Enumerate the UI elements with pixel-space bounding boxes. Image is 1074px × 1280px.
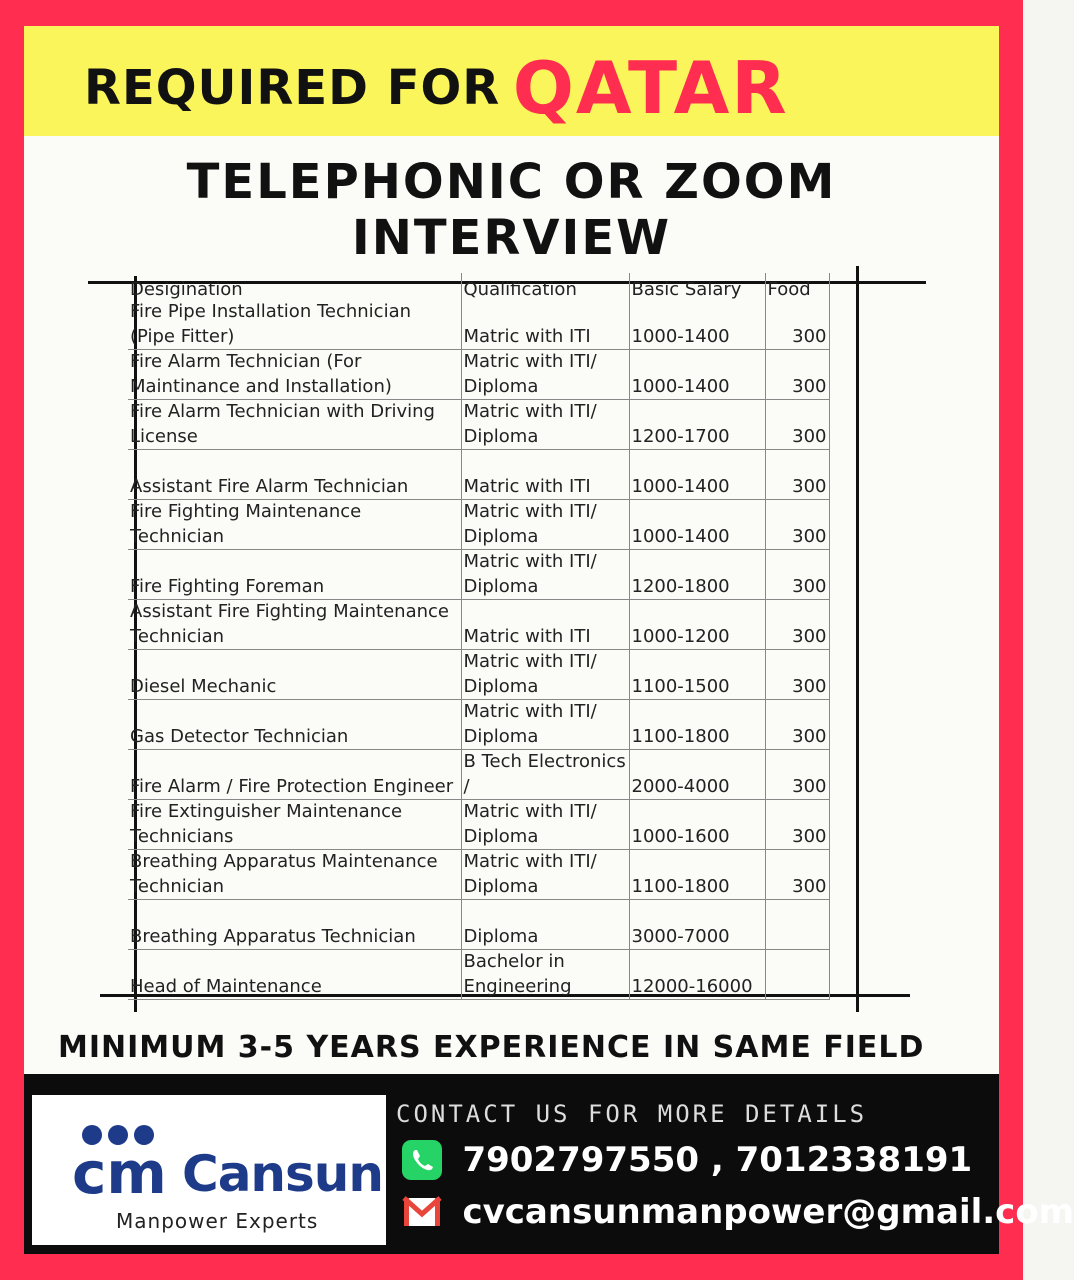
- cell-food: 300: [765, 850, 829, 900]
- phone-contact: [400, 1140, 972, 1180]
- cell-food: 300: [765, 750, 829, 800]
- header-designation: Desigination: [130, 279, 243, 300]
- contact-footer: [24, 1074, 1074, 1254]
- logo-monogram: cm: [72, 1139, 167, 1207]
- table-row: [128, 450, 829, 500]
- phone-numbers[interactable]: 7902797550 , 7012338191: [462, 1140, 973, 1180]
- table-row: [128, 550, 829, 600]
- cell-qualification: Diploma: [461, 900, 629, 950]
- table-row: [128, 350, 829, 400]
- cell-salary: 1000-1400: [629, 300, 765, 350]
- company-logo: [32, 1095, 386, 1245]
- cell-designation: Fire Alarm Technician (For Maintinance and Installation): [128, 350, 461, 400]
- table-row: [128, 750, 829, 800]
- cell-salary: 3000-7000: [629, 900, 765, 950]
- cell-qualification: Bachelor in Engineering: [461, 950, 629, 1000]
- cell-designation: Assistant Fire Alarm Technician: [128, 450, 461, 500]
- cell-designation: Breathing Apparatus Maintenance Technician: [128, 850, 461, 900]
- cell-salary: 2000-4000: [629, 750, 765, 800]
- cell-food: 300: [765, 300, 829, 350]
- poster: [24, 26, 1074, 1254]
- cell-designation: Gas Detector Technician: [128, 700, 461, 750]
- cell-food: 300: [765, 800, 829, 850]
- cell-qualification: Matric with ITI: [461, 300, 629, 350]
- cell-designation: Fire Fighting Foreman: [128, 550, 461, 600]
- mail-icon: [400, 1192, 444, 1232]
- email-contact: [400, 1192, 1074, 1232]
- top-banner: [24, 26, 999, 136]
- cell-food: 300: [765, 500, 829, 550]
- table-header-row: [128, 273, 829, 300]
- cell-qualification: Matric with ITI: [461, 600, 629, 650]
- logo-tagline: Manpower Experts: [116, 1209, 319, 1233]
- cell-salary: 1100-1500: [629, 650, 765, 700]
- cell-food: [765, 950, 829, 1000]
- cell-salary: 1000-1200: [629, 600, 765, 650]
- cell-food: 300: [765, 700, 829, 750]
- cell-salary: 1100-1800: [629, 700, 765, 750]
- cell-designation: Assistant Fire Fighting Maintenance Technician: [128, 600, 461, 650]
- experience-requirement: MINIMUM 3-5 YEARS EXPERIENCE IN SAME FIELD: [58, 1030, 925, 1065]
- table-row: [128, 600, 829, 650]
- cell-designation: Head of Maintenance: [128, 950, 461, 1000]
- cell-designation: Fire Fighting Maintenance Technician: [128, 500, 461, 550]
- cell-designation: Fire Alarm / Fire Protection Engineer: [128, 750, 461, 800]
- cell-salary: 1000-1400: [629, 350, 765, 400]
- cell-qualification: Matric with ITI/ Diploma: [461, 800, 629, 850]
- cell-salary: 1200-1700: [629, 400, 765, 450]
- cell-food: 300: [765, 600, 829, 650]
- cell-qualification: Matric with ITI/ Diploma: [461, 550, 629, 600]
- cell-designation: Breathing Apparatus Technician: [128, 900, 461, 950]
- logo-name: Cansun: [182, 1145, 383, 1203]
- cell-qualification: Matric with ITI: [461, 450, 629, 500]
- header-qualification: Qualification: [461, 273, 629, 300]
- headline-line1: TELEPHONIC OR ZOOM: [186, 154, 837, 210]
- table-right-rule: [856, 266, 859, 1012]
- header-food: Food: [765, 273, 829, 300]
- table-row: [128, 950, 829, 1000]
- header-salary: Basic Salary: [629, 273, 765, 300]
- cell-food: 300: [765, 450, 829, 500]
- cell-designation: Fire Alarm Technician with Driving License: [128, 400, 461, 450]
- cell-designation: Fire Pipe Installation Technician (Pipe Fitter): [128, 300, 461, 350]
- cell-qualification: Matric with ITI/ Diploma: [461, 650, 629, 700]
- table-row: [128, 700, 829, 750]
- cell-food: 300: [765, 550, 829, 600]
- cell-designation: Fire Extinguisher Maintenance Technicians: [128, 800, 461, 850]
- banner-country: QATAR: [512, 46, 789, 130]
- cell-qualification: Matric with ITI/ Diploma: [461, 500, 629, 550]
- cell-salary: 1000-1400: [629, 450, 765, 500]
- cell-salary: 1000-1600: [629, 800, 765, 850]
- cell-food: 300: [765, 650, 829, 700]
- cell-food: 300: [765, 350, 829, 400]
- cell-salary: 1100-1800: [629, 850, 765, 900]
- headline-line2: INTERVIEW: [351, 210, 672, 266]
- table-row: [128, 300, 829, 350]
- contact-title: CONTACT US FOR MORE DETAILS: [396, 1100, 868, 1128]
- cell-qualification: Matric with ITI/ Diploma: [461, 850, 629, 900]
- cell-qualification: Matric with ITI/ Diploma: [461, 350, 629, 400]
- cell-salary: 12000-16000: [629, 950, 765, 1000]
- table-row: [128, 400, 829, 450]
- cell-food: [765, 900, 829, 950]
- cell-designation: Diesel Mechanic: [128, 650, 461, 700]
- cell-salary: 1000-1400: [629, 500, 765, 550]
- table-row: [128, 900, 829, 950]
- cell-qualification: Matric with ITI/ Diploma: [461, 700, 629, 750]
- table-row: [128, 800, 829, 850]
- email-address[interactable]: cvcansunmanpower@gmail.com: [462, 1192, 1074, 1232]
- cell-qualification: B Tech Electronics /: [461, 750, 629, 800]
- cell-salary: 1200-1800: [629, 550, 765, 600]
- whatsapp-icon: [400, 1140, 444, 1180]
- table-row: [128, 650, 829, 700]
- table-row: [128, 850, 829, 900]
- cell-food: 300: [765, 400, 829, 450]
- cell-qualification: Matric with ITI/ Diploma: [461, 400, 629, 450]
- job-table: [128, 273, 830, 1000]
- banner-prefix: REQUIRED FOR: [84, 60, 501, 116]
- table-row: [128, 500, 829, 550]
